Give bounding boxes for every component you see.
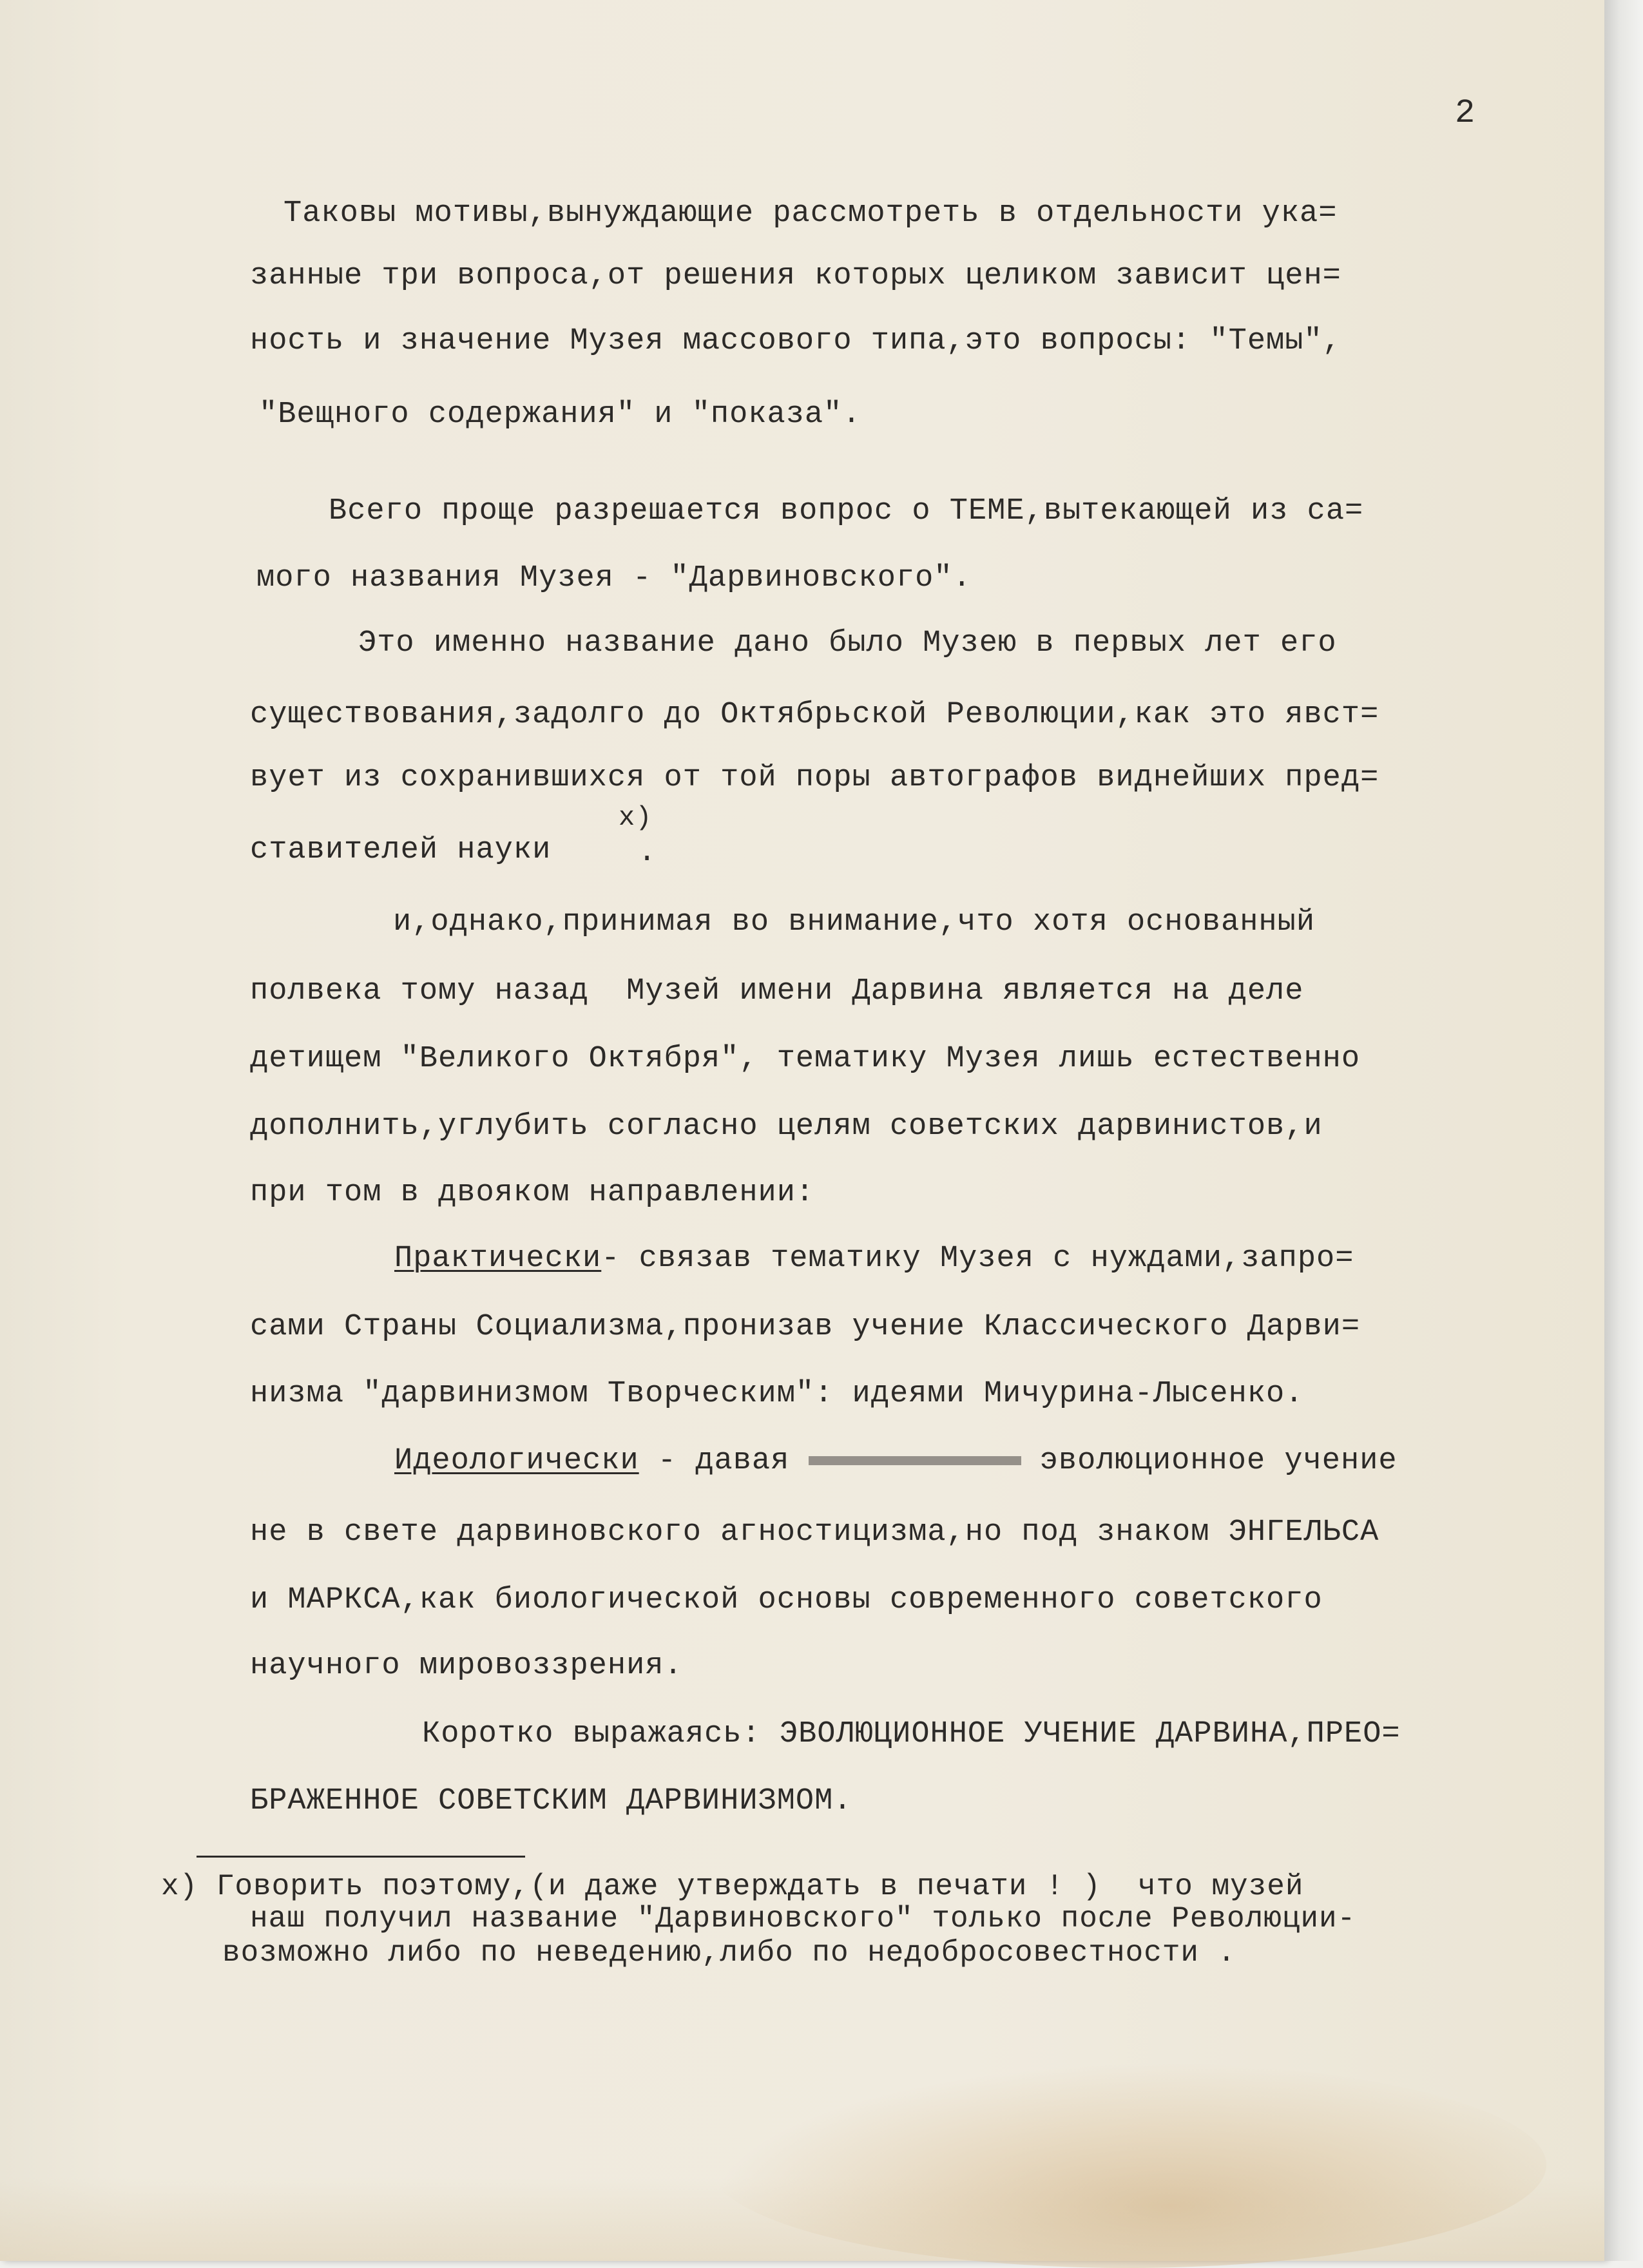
text-line: ность и значение Музея массового типа,это вопросы: "Темы", [250,324,1341,358]
text-line: и,однако,принимая во внимание,что хотя основанный [393,905,1316,939]
emphasis-practically: Практически [394,1242,602,1276]
text-line: занные три вопроса,от решения которых целиком зависит цен= [250,259,1341,293]
text-line: не в свете дарвиновского агностицизма,но под знаком ЭНГЕЛЬСА [250,1515,1379,1550]
text-line: вует из сохранившихся от той поры автографов виднейших пред= [250,761,1379,795]
struck-out-word [809,1456,1021,1465]
text-line: БРАЖЕННОЕ СОВЕТСКИМ ДАРВИНИЗМОМ. [250,1784,852,1818]
text-line: "Вещного содержания" и "показа". [259,398,861,432]
text-line: ставителей науки [250,833,552,867]
footnote-line: x) Говорить поэтому,(и даже утверждать в печати ! ) что музей [161,1870,1304,1903]
text-period: . [638,836,657,870]
page-number: 2 [1455,94,1476,132]
text-fragment: эволюционное учение [1021,1444,1398,1478]
text-line: и МАРКСА,как биологической основы современного советского [250,1583,1323,1617]
text-line: Коротко выражаясь: ЭВОЛЮЦИОННОЕ УЧЕНИЕ ДАРВИНА,ПРЕО= [422,1717,1401,1751]
text-line: мого названия Музея - "Дарвиновского". [256,561,972,595]
text-fragment: - связав тематику Музея с нуждами,запро= [601,1242,1354,1276]
text-line: детищем "Великого Октября", тематику Музея лишь естественно [250,1042,1361,1076]
text-line: сами Страны Социализма,пронизав учение Классического Дарви= [250,1310,1361,1344]
text-line: дополнить,углубить согласно целям советских дарвинистов,и [250,1110,1323,1144]
text-line [394,1244,1354,1274]
text-line: полвека тому назад Музей имени Дарвина является на деле [250,974,1304,1008]
footnote-line: наш получил название "Дарвиновского" только после Революции- [250,1902,1356,1936]
footnote-line: возможно либо по неведению,либо по недобросовестности . [222,1936,1236,1970]
scan-background-edge [1604,0,1643,2261]
text-line: Это именно название дано было Музею в первых лет его [358,626,1337,660]
text-line: Всего проще разрешается вопрос о ТЕМЕ,вытекающей из са= [329,494,1364,528]
text-line: при том в двояком направлении: [250,1176,815,1210]
emphasis-ideologically: Идеологически [394,1444,639,1478]
bottom-discoloration [0,2178,1604,2261]
footnote-separator [197,1856,525,1858]
text-line: научного мировоззрения. [250,1649,683,1683]
text-fragment: - давая [639,1444,809,1478]
text-line: существования,задолго до Октябрьской Революции,как это явст= [250,698,1379,732]
text-line: Таковы мотивы,вынуждающие рассмотреть в отдельности ука= [283,197,1338,231]
text-line: низма "дарвинизмом Творческим": идеями Мичурина-Лысенко. [250,1377,1304,1411]
text-line [394,1446,1398,1476]
footnote-marker: x) [619,802,653,833]
